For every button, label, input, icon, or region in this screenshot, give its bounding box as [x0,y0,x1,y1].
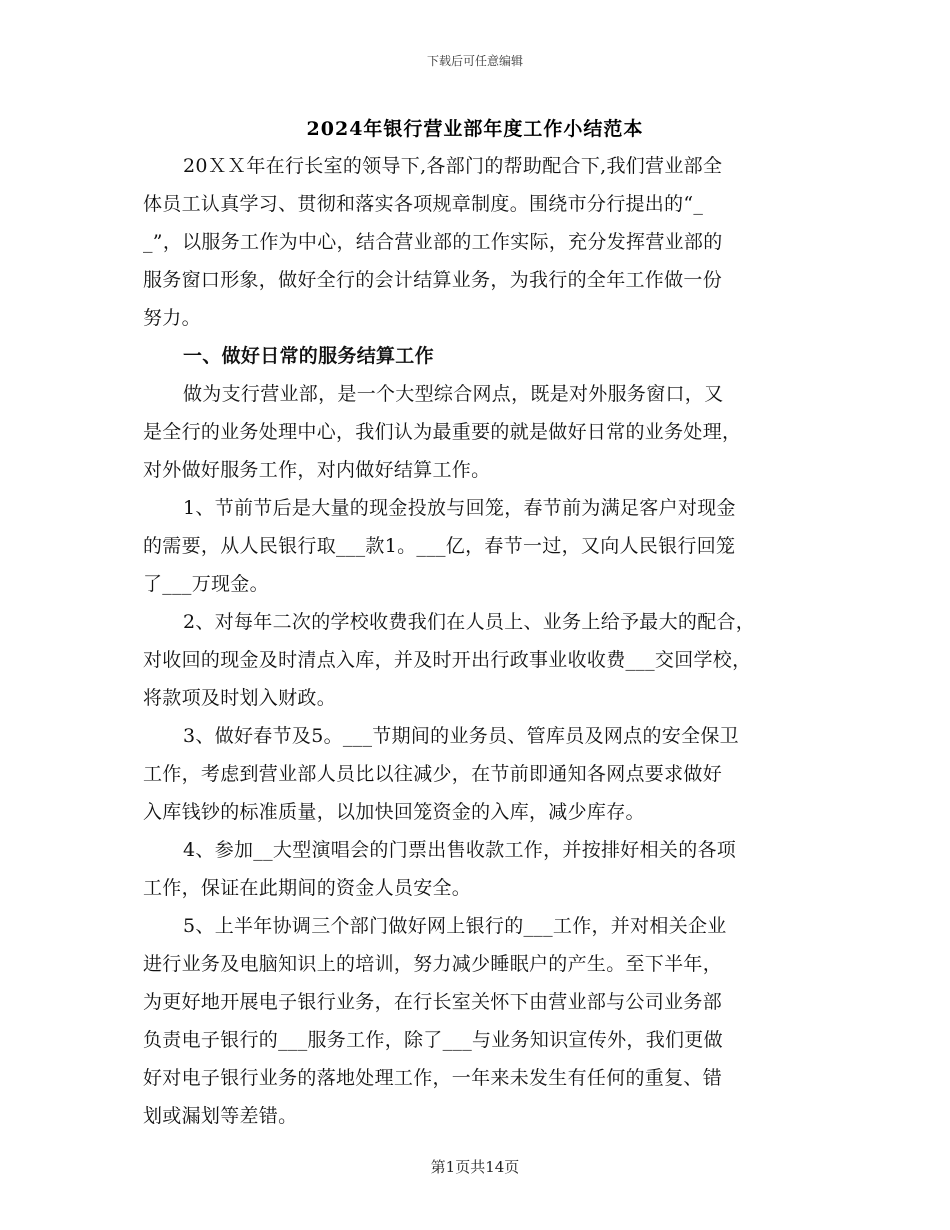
paragraph-line: 4、参加__大型演唱会的门票出售收款工作，并按排好相关的各项 [183,839,737,861]
paragraph-line: 为更好地开展电子银行业务，在行长室关怀下由营业部与公司业务部 [143,991,723,1013]
paragraph-line: 做为支行营业部，是一个大型综合网点，既是对外服务窗口，又 [183,383,724,405]
paragraph-line: 3、做好春节及5。___节期间的业务员、管库员及网点的安全保卫 [183,725,739,747]
section-heading: 一、做好日常的服务结算工作 [183,345,434,367]
paragraph-line: 入库钱钞的标准质量，以加快回笼资金的入库，减少库存。 [143,801,645,823]
paragraph-line: 进行业务及电脑知识上的培训，努力减少睡眠户的产生。至下半年， [143,953,723,975]
paragraph-line: 1、节前节后是大量的现金投放与回笼，春节前为满足客户对现金 [183,497,736,519]
paragraph-line: 了___万现金。 [143,573,269,595]
paragraph-line: 划或漏划等差错。 [143,1105,298,1127]
paragraph-line: 的需要，从人民银行取___款1。___亿，春节一过，又向人民银行回笼 [143,535,736,557]
paragraph-line: _”，以服务工作为中心，结合营业部的工作实际，充分发挥营业部的 [143,231,723,253]
document-body [143,147,843,1135]
paragraph-line: 将款项及时划入财政。 [143,687,337,709]
paragraph-line: 5、上半年协调三个部门做好网上银行的___工作，并对相关企业 [183,915,727,937]
page-header: 下载后可任意编辑 [426,54,523,68]
paragraph-line: 负责电子银行的___服务工作，除了___与业务知识宣传外，我们更做 [143,1029,723,1051]
paragraph-line: 服务窗口形象，做好全行的会计结算业务，为我行的全年工作做一份 [143,269,723,291]
paragraph-line: 工作，考虑到营业部人员比以往减少，在节前即通知各网点要求做好 [143,763,723,785]
paragraph-line: 是全行的业务处理中心，我们认为最重要的就是做好日常的业务处理， [143,421,742,443]
paragraph-line: 2、对每年二次的学校收费我们在人员上、业务上给予最大的配合， [183,611,756,633]
paragraph-line: 工作，保证在此期间的资金人员安全。 [143,877,472,899]
page-footer: 第1页共14页 [430,1158,520,1176]
document-title: 2024年银行营业部年度工作小结范本 [306,118,644,140]
paragraph-line: 努力。 [143,307,201,329]
paragraph-line: 对收回的现金及时清点入库，并及时开出行政事业收收费___交回学校， [143,649,752,671]
paragraph-line: 体员工认真学习、贯彻和落实各项规章制度。围绕市分行提出的“_ [143,193,704,215]
paragraph-line: 对外做好服务工作，对内做好结算工作。 [143,459,491,481]
paragraph-line: 好对电子银行业务的落地处理工作，一年来未发生有任何的重复、错 [143,1067,723,1089]
paragraph-line: 20ＸＸ年在行长室的领导下,各部门的帮助配合下,我们营业部全 [183,155,723,177]
